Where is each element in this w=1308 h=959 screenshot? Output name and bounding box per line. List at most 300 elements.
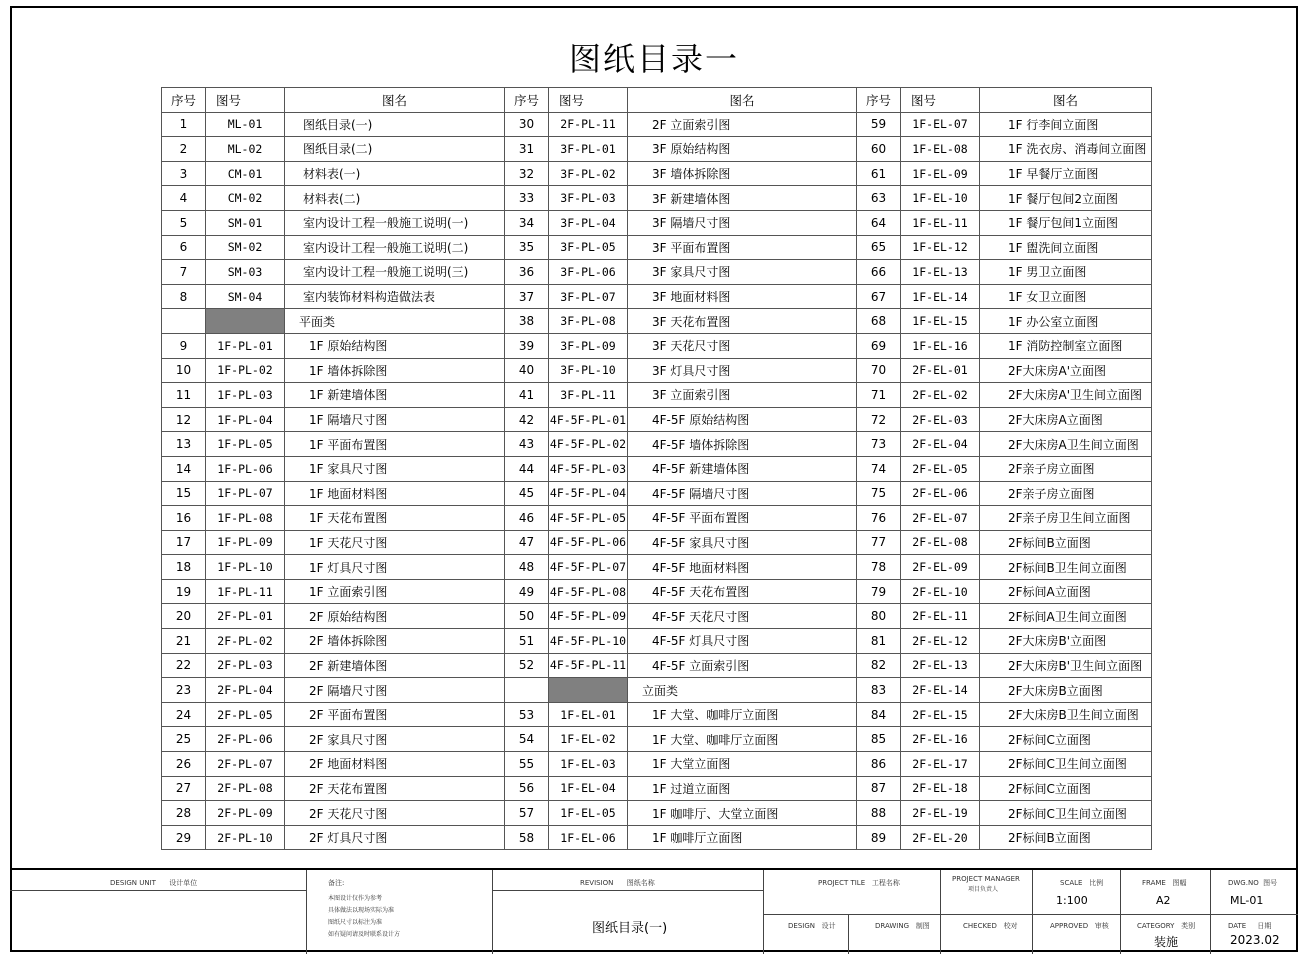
drawing-number: 1F-PL-04 <box>206 407 285 432</box>
drawing-number: 1F-PL-11 <box>206 579 285 604</box>
drawing-number: 2F-EL-16 <box>901 727 980 752</box>
header-cell: 图号 <box>549 88 628 113</box>
row-number: 33 <box>505 186 549 211</box>
drawing-name: 3F 家具尺寸图 <box>628 260 857 285</box>
drawing-number <box>549 678 628 703</box>
drawing-name: 2F亲子房立面图 <box>980 481 1152 506</box>
drawing-name: 1F 灯具尺寸图 <box>285 555 505 580</box>
drawing-number: 2F-EL-11 <box>901 604 980 629</box>
table-row <box>162 629 1152 654</box>
row-number: 44 <box>505 456 549 481</box>
drawing-name: 3F 隔墙尺寸图 <box>628 210 857 235</box>
revision-label: REVISION 图纸名称 <box>580 879 655 887</box>
drawing-number: 2F-PL-03 <box>206 653 285 678</box>
row-number: 59 <box>857 112 901 137</box>
row-number: 1 <box>162 112 206 137</box>
drawing-number: 1F-EL-07 <box>901 112 980 137</box>
project-manager-cn: 项目负责人 <box>968 886 999 893</box>
row-number: 82 <box>857 653 901 678</box>
drawing-name: 2F标间A卫生间立面图 <box>980 604 1152 629</box>
drawing-number <box>206 309 285 334</box>
row-number: 8 <box>162 284 206 309</box>
drawing-number: 2F-EL-15 <box>901 702 980 727</box>
drawing-name: 2F亲子房卫生间立面图 <box>980 506 1152 531</box>
drawing-number: 3F-PL-09 <box>549 333 628 358</box>
drawing-name: 4F-5F 墙体拆除图 <box>628 432 857 457</box>
table-row <box>162 776 1152 801</box>
scale-value: 1:100 <box>1056 894 1088 907</box>
row-number: 11 <box>162 383 206 408</box>
project-manager-label: PROJECT MANAGER <box>952 875 1020 883</box>
category-value: 装施 <box>1154 935 1179 949</box>
row-number: 53 <box>505 702 549 727</box>
row-number: 58 <box>505 825 549 850</box>
drawing-number: 2F-EL-18 <box>901 776 980 801</box>
header-cell: 图名 <box>980 88 1152 113</box>
drawing-name: 2F标间C卫生间立面图 <box>980 801 1152 826</box>
header-cell: 图号 <box>206 88 285 113</box>
drawing-number: 3F-PL-04 <box>549 210 628 235</box>
drawing-name: 1F 行李间立面图 <box>980 112 1152 137</box>
drawing-name: 3F 立面索引图 <box>628 383 857 408</box>
row-number: 54 <box>505 727 549 752</box>
drawing-name: 1F 大堂、咖啡厅立面图 <box>628 727 857 752</box>
dwg-no-value: ML-01 <box>1230 894 1264 907</box>
drawing-name: 4F-5F 平面布置图 <box>628 506 857 531</box>
drawing-number: CM-02 <box>206 186 285 211</box>
table-row <box>162 702 1152 727</box>
drawing-name: 1F 办公室立面图 <box>980 309 1152 334</box>
row-number: 74 <box>857 456 901 481</box>
row-number: 67 <box>857 284 901 309</box>
table-row <box>162 284 1152 309</box>
drawing-name: 2F标间B立面图 <box>980 530 1152 555</box>
drawing-number: 1F-EL-09 <box>901 161 980 186</box>
drawing-name: 1F 咖啡厅、大堂立面图 <box>628 801 857 826</box>
drawing-number: 1F-EL-12 <box>901 235 980 260</box>
table-row <box>162 333 1152 358</box>
drawing-number: 2F-PL-09 <box>206 801 285 826</box>
table-row <box>162 604 1152 629</box>
row-number: 37 <box>505 284 549 309</box>
drawing-number: 1F-EL-15 <box>901 309 980 334</box>
row-number: 43 <box>505 432 549 457</box>
drawing-name: 4F-5F 家具尺寸图 <box>628 530 857 555</box>
drawing-number: 2F-EL-05 <box>901 456 980 481</box>
drawing-number: 2F-EL-03 <box>901 407 980 432</box>
drawing-label: DRAWING 制图 <box>875 922 930 930</box>
notes-line: 图纸尺寸以标注为准 <box>328 919 383 926</box>
drawing-number: 2F-EL-02 <box>901 383 980 408</box>
drawing-number: 3F-PL-08 <box>549 309 628 334</box>
drawing-name: 1F 天花布置图 <box>285 506 505 531</box>
page-title: 图纸目录一 <box>568 40 739 78</box>
drawing-name: 2F标间C立面图 <box>980 727 1152 752</box>
drawing-name: 材料表(二) <box>285 186 505 211</box>
drawing-number: 4F-5F-PL-01 <box>549 407 628 432</box>
row-number: 45 <box>505 481 549 506</box>
row-number: 17 <box>162 530 206 555</box>
table-row <box>162 579 1152 604</box>
drawing-name: 2F大床房B'立面图 <box>980 629 1152 654</box>
row-number: 49 <box>505 579 549 604</box>
table-row <box>162 752 1152 777</box>
row-number: 36 <box>505 260 549 285</box>
drawing-name: 2F 地面材料图 <box>285 752 505 777</box>
row-number: 63 <box>857 186 901 211</box>
row-number: 75 <box>857 481 901 506</box>
row-number: 40 <box>505 358 549 383</box>
row-number: 50 <box>505 604 549 629</box>
row-number: 68 <box>857 309 901 334</box>
drawing-name: 2F 立面索引图 <box>628 112 857 137</box>
drawing-name: 2F 新建墙体图 <box>285 653 505 678</box>
table-row <box>162 112 1152 137</box>
row-number: 20 <box>162 604 206 629</box>
drawing-number: 3F-PL-10 <box>549 358 628 383</box>
row-number: 48 <box>505 555 549 580</box>
drawing-name: 3F 天花布置图 <box>628 309 857 334</box>
drawing-name: 1F 原始结构图 <box>285 333 505 358</box>
drawing-name: 4F-5F 隔墙尺寸图 <box>628 481 857 506</box>
row-number: 16 <box>162 506 206 531</box>
drawing-number: ML-02 <box>206 137 285 162</box>
frame-label: FRAME 图幅 <box>1142 879 1187 887</box>
row-number: 64 <box>857 210 901 235</box>
row-number: 5 <box>162 210 206 235</box>
drawing-name: 3F 新建墙体图 <box>628 186 857 211</box>
table-row <box>162 383 1152 408</box>
row-number: 23 <box>162 678 206 703</box>
drawing-number: 2F-EL-04 <box>901 432 980 457</box>
drawing-name: 1F 地面材料图 <box>285 481 505 506</box>
drawing-number: 1F-PL-09 <box>206 530 285 555</box>
table-row <box>162 186 1152 211</box>
drawing-name: 1F 洗衣房、消毒间立面图 <box>980 137 1152 162</box>
drawing-name: 3F 灯具尺寸图 <box>628 358 857 383</box>
row-number: 27 <box>162 776 206 801</box>
drawing-name: 4F-5F 天花尺寸图 <box>628 604 857 629</box>
notes-line: 本图设计仅作为参考 <box>328 895 383 902</box>
drawing-number: 4F-5F-PL-09 <box>549 604 628 629</box>
drawing-number: 1F-EL-05 <box>549 801 628 826</box>
row-number: 84 <box>857 702 901 727</box>
drawing-name: 4F-5F 立面索引图 <box>628 653 857 678</box>
dwg-no-label: DWG.NO 图号 <box>1228 879 1278 887</box>
row-number: 77 <box>857 530 901 555</box>
drawing-number: 2F-EL-20 <box>901 825 980 850</box>
table-row <box>162 137 1152 162</box>
table-row <box>162 530 1152 555</box>
row-number: 65 <box>857 235 901 260</box>
drawing-number: 3F-PL-02 <box>549 161 628 186</box>
drawing-number: 2F-PL-10 <box>206 825 285 850</box>
drawing-number: 4F-5F-PL-07 <box>549 555 628 580</box>
drawing-number: 2F-EL-10 <box>901 579 980 604</box>
drawing-number: 2F-EL-08 <box>901 530 980 555</box>
header-cell: 序号 <box>857 88 901 113</box>
row-number: 10 <box>162 358 206 383</box>
drawing-name: 1F 天花尺寸图 <box>285 530 505 555</box>
drawing-name: 图纸目录(二) <box>285 137 505 162</box>
drawing-name: 1F 大堂、咖啡厅立面图 <box>628 702 857 727</box>
frame-value: A2 <box>1156 894 1171 907</box>
drawing-name: 3F 天花尺寸图 <box>628 333 857 358</box>
drawing-number: 1F-PL-02 <box>206 358 285 383</box>
drawing-number: 1F-EL-06 <box>549 825 628 850</box>
table-row <box>162 801 1152 826</box>
drawing-name: 4F-5F 天花布置图 <box>628 579 857 604</box>
drawing-name: 2F大床房A'立面图 <box>980 358 1152 383</box>
row-number: 19 <box>162 579 206 604</box>
row-number: 88 <box>857 801 901 826</box>
drawing-name: 2F 天花尺寸图 <box>285 801 505 826</box>
row-number: 2 <box>162 137 206 162</box>
table-row <box>162 210 1152 235</box>
row-number: 15 <box>162 481 206 506</box>
drawing-number: 4F-5F-PL-02 <box>549 432 628 457</box>
drawing-number: 2F-PL-11 <box>549 112 628 137</box>
drawing-name: 2F大床房B立面图 <box>980 678 1152 703</box>
drawing-number: 1F-EL-10 <box>901 186 980 211</box>
drawing-name: 2F 家具尺寸图 <box>285 727 505 752</box>
table-row <box>162 678 1152 703</box>
table-row <box>162 260 1152 285</box>
row-number: 55 <box>505 752 549 777</box>
drawing-number: 4F-5F-PL-03 <box>549 456 628 481</box>
table-row <box>162 481 1152 506</box>
row-number: 89 <box>857 825 901 850</box>
table-row <box>162 456 1152 481</box>
row-number: 41 <box>505 383 549 408</box>
drawing-number: 3F-PL-03 <box>549 186 628 211</box>
row-number: 80 <box>857 604 901 629</box>
drawing-number: 4F-5F-PL-05 <box>549 506 628 531</box>
drawing-name: 2F标间B卫生间立面图 <box>980 555 1152 580</box>
row-number: 26 <box>162 752 206 777</box>
header-cell: 图号 <box>901 88 980 113</box>
approved-label: APPROVED 审核 <box>1050 922 1109 930</box>
drawing-number: 1F-PL-01 <box>206 333 285 358</box>
table-row <box>162 506 1152 531</box>
drawing-number: 2F-EL-14 <box>901 678 980 703</box>
design-label: DESIGN 设计 <box>788 922 836 930</box>
row-number: 30 <box>505 112 549 137</box>
drawing-number: 2F-PL-02 <box>206 629 285 654</box>
drawing-name: 2F 墙体拆除图 <box>285 629 505 654</box>
header-cell: 序号 <box>505 88 549 113</box>
drawing-name: 图纸目录(一) <box>592 921 668 936</box>
table-row <box>162 432 1152 457</box>
drawing-name: 1F 餐厅包间2立面图 <box>980 186 1152 211</box>
drawing-number: 2F-EL-12 <box>901 629 980 654</box>
drawing-number: 2F-EL-13 <box>901 653 980 678</box>
notes-label: 备注: <box>328 879 345 887</box>
drawing-name: 2F大床房B'卫生间立面图 <box>980 653 1152 678</box>
drawing-number: 4F-5F-PL-11 <box>549 653 628 678</box>
row-number: 22 <box>162 653 206 678</box>
row-number: 29 <box>162 825 206 850</box>
drawing-name: 2F标间C立面图 <box>980 776 1152 801</box>
drawing-number: 1F-EL-04 <box>549 776 628 801</box>
drawing-name: 1F 消防控制室立面图 <box>980 333 1152 358</box>
row-number: 79 <box>857 579 901 604</box>
row-number: 34 <box>505 210 549 235</box>
category-label: CATEGORY 类别 <box>1137 922 1196 930</box>
drawing-number: 1F-PL-05 <box>206 432 285 457</box>
drawing-number: 2F-EL-09 <box>901 555 980 580</box>
row-number: 38 <box>505 309 549 334</box>
row-number: 83 <box>857 678 901 703</box>
drawing-name: 2F 平面布置图 <box>285 702 505 727</box>
drawing-name: 1F 家具尺寸图 <box>285 456 505 481</box>
title-block <box>10 868 1298 954</box>
row-number: 69 <box>857 333 901 358</box>
drawing-name: 2F 天花布置图 <box>285 776 505 801</box>
row-number <box>505 678 549 703</box>
row-number: 60 <box>857 137 901 162</box>
row-number: 42 <box>505 407 549 432</box>
table-row <box>162 309 1152 334</box>
row-number: 81 <box>857 629 901 654</box>
row-number: 87 <box>857 776 901 801</box>
drawing-number: 1F-EL-02 <box>549 727 628 752</box>
row-number: 24 <box>162 702 206 727</box>
row-number: 28 <box>162 801 206 826</box>
drawing-number: 3F-PL-01 <box>549 137 628 162</box>
drawing-name: 2F大床房B卫生间立面图 <box>980 702 1152 727</box>
drawing-name: 1F 早餐厅立面图 <box>980 161 1152 186</box>
drawing-name: 3F 墙体拆除图 <box>628 161 857 186</box>
drawing-number: 4F-5F-PL-10 <box>549 629 628 654</box>
row-number: 25 <box>162 727 206 752</box>
drawing-number: 2F-PL-04 <box>206 678 285 703</box>
drawing-name: 平面类 <box>285 309 505 334</box>
drawing-number: SM-03 <box>206 260 285 285</box>
drawing-name: 室内装饰材料构造做法表 <box>285 284 505 309</box>
row-number: 4 <box>162 186 206 211</box>
header-cell: 序号 <box>162 88 206 113</box>
drawing-name: 室内设计工程一般施工说明(二) <box>285 235 505 260</box>
row-number: 35 <box>505 235 549 260</box>
drawing-number: 3F-PL-11 <box>549 383 628 408</box>
drawing-number: 1F-EL-08 <box>901 137 980 162</box>
drawing-name: 1F 男卫立面图 <box>980 260 1152 285</box>
table-row <box>162 358 1152 383</box>
drawing-number: 1F-PL-08 <box>206 506 285 531</box>
row-number: 66 <box>857 260 901 285</box>
row-number: 39 <box>505 333 549 358</box>
drawing-name: 室内设计工程一般施工说明(三) <box>285 260 505 285</box>
drawing-number: 2F-PL-05 <box>206 702 285 727</box>
drawing-name: 1F 隔墙尺寸图 <box>285 407 505 432</box>
drawing-number: 1F-EL-16 <box>901 333 980 358</box>
drawing-name: 2F大床房A卫生间立面图 <box>980 432 1152 457</box>
drawing-number: SM-02 <box>206 235 285 260</box>
drawing-name: 3F 平面布置图 <box>628 235 857 260</box>
table-row <box>162 407 1152 432</box>
row-number: 14 <box>162 456 206 481</box>
table-row <box>162 653 1152 678</box>
row-number: 12 <box>162 407 206 432</box>
table-row <box>162 825 1152 850</box>
drawing-name: 2F亲子房立面图 <box>980 456 1152 481</box>
header-cell: 图名 <box>285 88 505 113</box>
row-number: 78 <box>857 555 901 580</box>
drawing-number: 2F-EL-19 <box>901 801 980 826</box>
table-row <box>162 161 1152 186</box>
drawing-name: 1F 立面索引图 <box>285 579 505 604</box>
drawing-number: 1F-EL-01 <box>549 702 628 727</box>
drawing-name: 3F 原始结构图 <box>628 137 857 162</box>
drawing-name: 2F标间C卫生间立面图 <box>980 752 1152 777</box>
drawing-number: 3F-PL-05 <box>549 235 628 260</box>
checked-label: CHECKED 校对 <box>963 922 1018 930</box>
notes-line: 如有疑问请及时联系设计方 <box>328 931 401 938</box>
row-number: 76 <box>857 506 901 531</box>
drawing-number: SM-04 <box>206 284 285 309</box>
drawing-name: 室内设计工程一般施工说明(一) <box>285 210 505 235</box>
scale-label: SCALE 比例 <box>1060 879 1104 887</box>
row-number: 46 <box>505 506 549 531</box>
drawing-number: 4F-5F-PL-06 <box>549 530 628 555</box>
table-header-row <box>162 88 1152 113</box>
drawing-number: CM-01 <box>206 161 285 186</box>
table-row <box>162 555 1152 580</box>
drawing-name: 材料表(一) <box>285 161 505 186</box>
row-number: 21 <box>162 629 206 654</box>
table-row <box>162 727 1152 752</box>
drawing-name: 2F 灯具尺寸图 <box>285 825 505 850</box>
drawing-number: 2F-EL-17 <box>901 752 980 777</box>
drawing-name: 4F-5F 地面材料图 <box>628 555 857 580</box>
drawing-number: 1F-EL-13 <box>901 260 980 285</box>
drawing-number: SM-01 <box>206 210 285 235</box>
drawing-name: 1F 平面布置图 <box>285 432 505 457</box>
drawing-name: 2F标间B立面图 <box>980 825 1152 850</box>
drawing-name: 2F 原始结构图 <box>285 604 505 629</box>
drawing-number: 2F-EL-07 <box>901 506 980 531</box>
row-number: 52 <box>505 653 549 678</box>
table-row <box>162 235 1152 260</box>
drawing-name: 2F大床房A'卫生间立面图 <box>980 383 1152 408</box>
drawing-number: 2F-PL-01 <box>206 604 285 629</box>
drawing-number: 3F-PL-07 <box>549 284 628 309</box>
drawing-number: 1F-EL-14 <box>901 284 980 309</box>
project-title-label: PROJECT TILE 工程名称 <box>818 879 900 887</box>
drawing-number: 1F-PL-06 <box>206 456 285 481</box>
row-number: 73 <box>857 432 901 457</box>
row-number: 47 <box>505 530 549 555</box>
drawing-name: 立面类 <box>628 678 857 703</box>
drawing-name: 4F-5F 灯具尺寸图 <box>628 629 857 654</box>
drawing-number: 2F-PL-06 <box>206 727 285 752</box>
drawing-number: 2F-EL-01 <box>901 358 980 383</box>
row-number: 70 <box>857 358 901 383</box>
drawing-name: 1F 盥洗间立面图 <box>980 235 1152 260</box>
drawing-number: 3F-PL-06 <box>549 260 628 285</box>
row-number: 3 <box>162 161 206 186</box>
drawing-number: 1F-PL-10 <box>206 555 285 580</box>
drawing-name: 1F 墙体拆除图 <box>285 358 505 383</box>
row-number: 86 <box>857 752 901 777</box>
drawing-name: 1F 女卫立面图 <box>980 284 1152 309</box>
drawing-number: 1F-PL-03 <box>206 383 285 408</box>
drawing-name: 1F 过道立面图 <box>628 776 857 801</box>
row-number: 31 <box>505 137 549 162</box>
row-number: 6 <box>162 235 206 260</box>
drawing-name: 4F-5F 新建墙体图 <box>628 456 857 481</box>
